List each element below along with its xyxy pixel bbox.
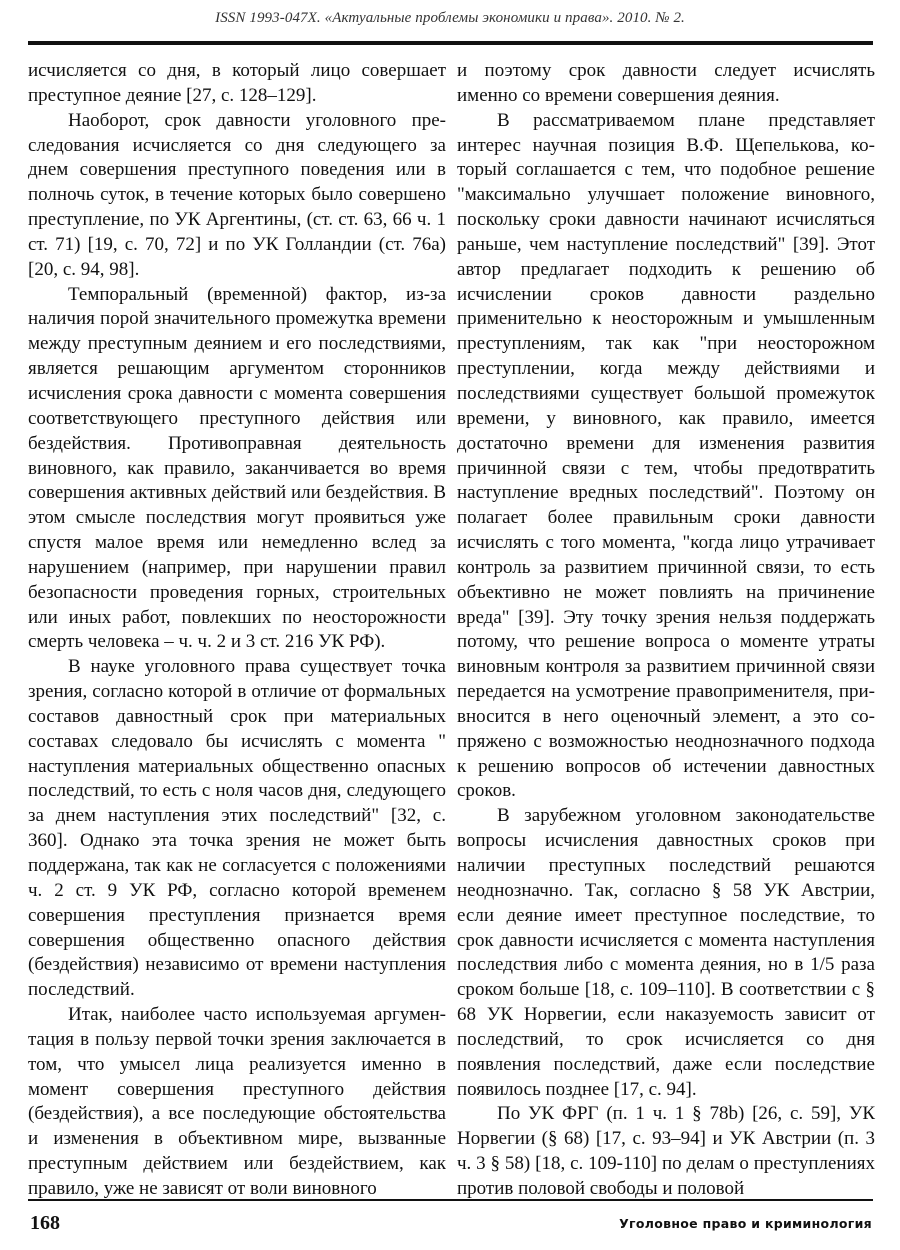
- paragraph: В рассматриваемом плане представляет интерес научная позиция В.Ф. Щепелькова, который соглашается с тем, что подобное решение "максимально улучшает положение виновного, поскольку сроки давности начинают исчисляться раньше, чем наступление последствий" [39]. Этот автор предлагает подходить к решению об исчислении сроков давности раздельно применительно к неосторожным и умышленным преступлениям, так как "при неосторожном преступлении, когда между действиями и последствиями существует большой промежуток времени, у виновного, как правило, имеется достаточно времени для изменения развития причинной связи с тем, чтобы предотвратить наступление вредных последствий". Поэтому он полагает более правильным сроки давности исчислять с того момента, "когда лицо утрачивает контроль за развитием причинной связи, то есть объективно не может повлиять на причинение вреда" [39]. Эту точку зрения нельзя поддержать потому, что решение вопроса о моменте утраты виновным контроля за развитием причинной связи передается на усмотрение правоприменителя, привносится в него оценочный элемент, а это сопряжено с возможностью неоднозначного подхода к решению вопросов об истечении давностных сроков.: [457, 109, 875, 802]
- journal-section-title: Уголовное право и криминология: [619, 1216, 872, 1231]
- right-column: [457, 59, 875, 1202]
- paragraph: Итак, наиболее часто используемая аргументация в пользу первой точки зрения заключается в том, что умысел лица реализуется именно в момент совершения преступного действия (бездействия), а все последующие обстоятельства и изменения в объективном мире, вызванные преступным действием или бездействием, как правило, уже не зависят от воли виновного: [28, 1004, 446, 1199]
- paragraph: и поэтому срок давности следует исчислять именно со времени совершения деяния.: [457, 60, 875, 106]
- page-number: 168: [30, 1212, 60, 1234]
- left-column: [28, 59, 446, 1202]
- paragraph: исчисляется со дня, в который лицо совершает преступное деяние [27, с. 128–129].: [28, 60, 446, 106]
- paragraph: Наоборот, срок давности уголовного преследования исчисляется со дня следующего за днем совершения преступного поведения или в полночь суток, в течение которых было совершено преступление, по УК Аргентины, (ст. ст. 63, 66 ч. 1 ст. 71) [19, с. 70, 72] и по УК Голландии (ст. 76а) [20, с. 94, 98].: [28, 109, 446, 280]
- paragraph: В науке уголовного права существует точка зрения, согласно которой в отличие от формальных составов давностный срок при материальных составах следовало бы исчислять с момента " наступления материальных общественно опасных последствий, то есть с ноля часов дня, следующего за днем наступления этих последствий" [32, с. 360]. Однако эта точка зрения не может быть поддержана, так как не согласуется с положениями ч. 2 ст. 9 УК РФ, согласно которой временем совершения преступления признается время совершения общественно опасного действия (бездействия) независимо от времени наступления последствий.: [28, 656, 446, 1001]
- paragraph: Темпоральный (временной) фактор, из-за наличия порой значительного промежутка времени между преступным деянием и его последствиями, является решающим аргументом сторонников исчисления срока давности с момента совершения соответствующего преступного действия или бездействия. Противоправная деятельность виновного, как правило, заканчивается во время совершения активных действий или бездействия. В этом смысле последствия могут проявиться уже спустя малое время или немедленно вслед за нарушением (например, при нарушении правил безопасности проведения горных, строительных или иных работ, повлекших по неосторожности смерть человека – ч. ч. 2 и 3 ст. 216 УК РФ).: [28, 283, 446, 653]
- footer-rule: [28, 1199, 873, 1201]
- paragraph: По УК ФРГ (п. 1 ч. 1 § 78b) [26, с. 59], УК Норвегии (§ 68) [17, с. 93–94] и УК Австрии (п. 3 ч. 3 § 58) [18, с. 109-110] по делам о преступлениях против половой свободы и половой: [457, 1103, 875, 1199]
- running-header: ISSN 1993-047X. «Актуальные проблемы экономики и права». 2010. № 2.: [215, 10, 685, 26]
- header-rule: [28, 41, 873, 45]
- paragraph: В зарубежном уголовном законодательстве вопросы исчисления давностных сроков при наличии преступных последствий решаются неоднозначно. Так, согласно § 58 УК Австрии, если деяние имеет преступное последствие, то срок давности исчисляется с момента наступления последствия либо с момента деяния, но в 1/5 раза сроком больше [18, с. 109–110]. В соответствии с § 68 УК Норвегии, если наказуемость зависит от последствий, то срок исчисляется со дня появления последствий, даже если последствие появилось позднее [17, с. 94].: [457, 805, 875, 1100]
